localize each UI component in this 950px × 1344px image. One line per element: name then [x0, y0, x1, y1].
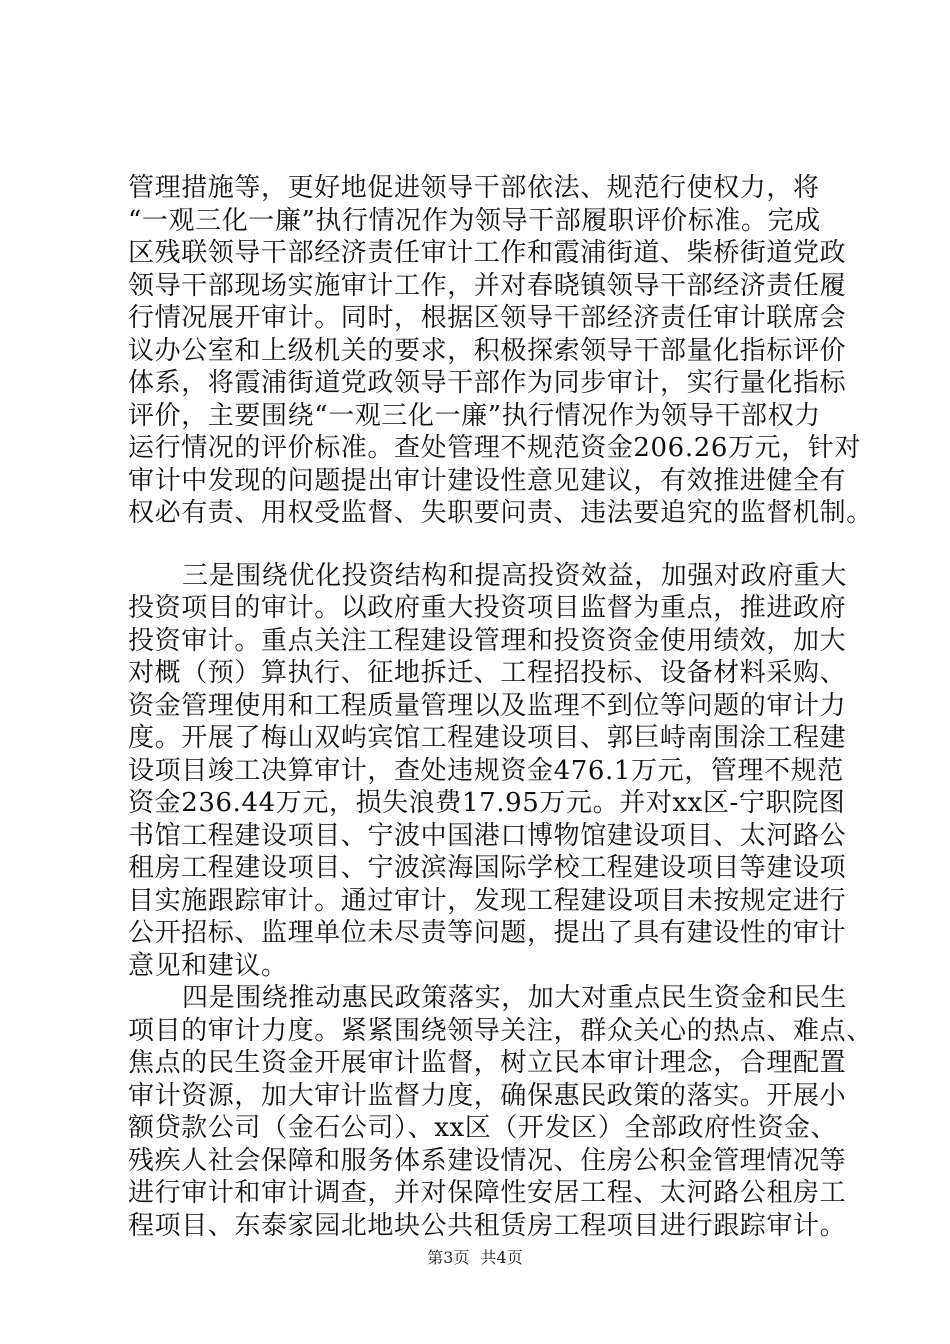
paragraph-gap	[128, 530, 848, 560]
text-line: 目实施跟踪审计。通过审计，发现工程建设项目未按规定进行	[128, 885, 847, 916]
text-line: 程项目、东泰家园北地块公共租赁房工程项目进行跟踪审计。	[128, 1210, 847, 1241]
paragraph-3	[128, 982, 873, 1242]
text-line: 权必有责、用权受监督、失职要问责、违法要追究的监督机制。	[128, 498, 873, 528]
text-line: 公开招标、监理单位未尽责等问题，提出了具有建设性的审计	[128, 918, 847, 948]
paragraph-1	[128, 172, 873, 530]
text-line: 租房工程建设项目、宁波滨海国际学校工程建设项目等建设项	[128, 853, 847, 883]
text-line: 残疾人社会保障和服务体系建设情况、住房公积金管理情况等	[128, 1145, 847, 1176]
text-line: 议办公室和上级机关的要求，积极探索领导干部量化指标评价	[128, 335, 847, 366]
text-line: 管理措施等，更好地促进领导干部依法、规范行使权力，将	[128, 173, 820, 203]
text-line: 审计资源，加大审计监督力度，确保惠民政策的落实。开展小	[128, 1080, 847, 1111]
text-line: 额贷款公司（金石公司）、xx区（开发区）全部政府性资金、	[128, 1113, 838, 1143]
text-line: 资金管理使用和工程质量管理以及监理不到位等问题的审计力	[128, 690, 847, 721]
text-line: 焦点的民生资金开展审计监督，树立民本审计理念，合理配置	[128, 1048, 847, 1078]
page-total: 共4页	[480, 1248, 523, 1267]
document-body	[128, 172, 873, 1242]
text-line: “一观三化一廉”执行情况作为领导干部履职评价标准。完成	[128, 205, 821, 236]
page-footer	[0, 1245, 950, 1268]
text-line: 对概（预）算执行、征地拆迁、工程招投标、设备材料采购、	[128, 658, 847, 688]
text-line: 领导干部现场实施审计工作，并对春晓镇领导干部经济责任履	[128, 270, 847, 301]
text-line: 行情况展开审计。同时，根据区领导干部经济责任审计联席会	[128, 303, 847, 333]
text-line: 评价，主要围绕“一观三化一廉”执行情况作为领导干部权力	[128, 400, 821, 431]
text-line: 设项目竣工决算审计，查处违规资金476.1万元，管理不规范	[128, 755, 844, 786]
text-line: 投资审计。重点关注工程建设管理和投资资金使用绩效，加大	[128, 625, 847, 656]
page-number: 第3页	[427, 1248, 470, 1267]
text-line: 体系，将霞浦街道党政领导干部作为同步审计，实行量化指标	[128, 368, 847, 398]
text-line: 区残联领导干部经济责任审计工作和霞浦街道、柴桥街道党政	[128, 238, 847, 268]
text-line: 项目的审计力度。紧紧围绕领导关注，群众关心的热点、难点、	[128, 1015, 873, 1046]
text-line: 书馆工程建设项目、宁波中国港口博物馆建设项目、太河路公	[128, 820, 847, 851]
text-line: 资金236.44万元，损失浪费17.95万元。并对xx区-宁职院图	[128, 788, 846, 818]
text-line: 度。开展了梅山双屿宾馆工程建设项目、郭巨峙南围涂工程建	[128, 723, 847, 753]
text-line: 审计中发现的问题提出审计建设性意见建议，有效推进健全有	[128, 465, 847, 496]
text-line: 四是围绕推动惠民政策落实，加大对重点民生资金和民生	[182, 983, 848, 1013]
text-line: 进行审计和审计调查，并对保障性安居工程、太河路公租房工	[128, 1178, 847, 1208]
paragraph-2	[128, 560, 848, 983]
text-line: 投资项目的审计。以政府重大投资项目监督为重点，推进政府	[128, 593, 847, 623]
text-line: 运行情况的评价标准。查处管理不规范资金206.26万元，针对	[128, 433, 861, 463]
text-line: 意见和建议。	[128, 950, 288, 981]
text-line: 三是围绕优化投资结构和提高投资效益，加强对政府重大	[182, 560, 848, 591]
